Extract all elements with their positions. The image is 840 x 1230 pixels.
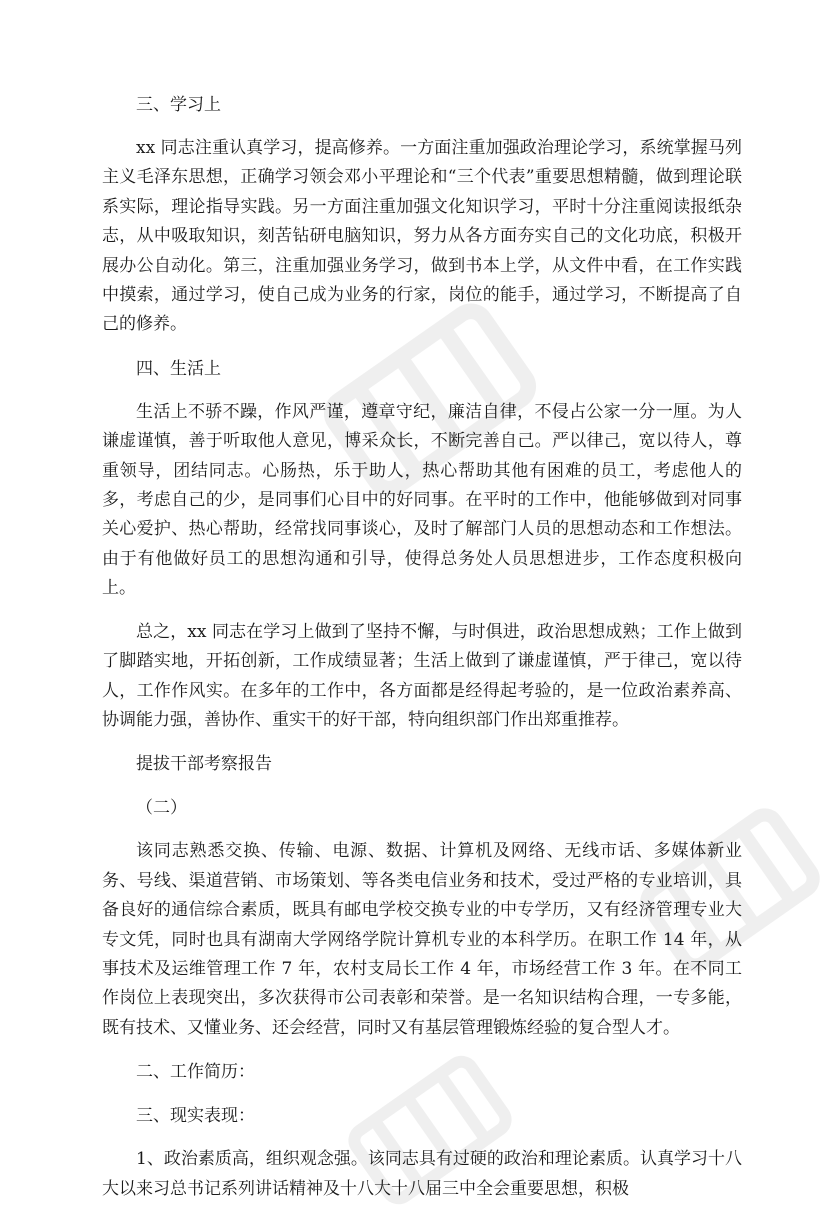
paragraph-study: xx 同志注重认真学习，提高修养。一方面注重加强政治理论学习，系统掌握马列主义毛泽东思想，正确学习领会邓小平理论和“三个代表”重要思想精髓，做到理论联系实际，理论指导实践。另一方面注重加强文化知识学习，平时十分注重阅读报纸杂志，从中吸取知识，刻苦钻研电脑知识，努力从各方面夯实自己的文化功底，积极开展办公自动化。第三，注重加强业务学习，做到书本上学，从文件中看，在工作实践中摸索，通过学习，使自己成为业务的行家，岗位的能手，通过学习，不断提高了自己的修养。 xyxy=(102,138,742,335)
document-body xyxy=(102,90,742,1218)
paragraph-life: 生活上不骄不躁，作风严谨，遵章守纪，廉洁自律，不侵占公家一分一厘。为人谦虚谨慎，善于听取他人意见，博采众长，不断完善自己。严以律己，宽以待人，尊重领导，团结同志。心肠热，乐于助人，热心帮助其他有困难的员工，考虑他人的多，考虑自己的少，是同事们心目中的好同事。在平时的工作中，他能够做到对同事关心爱护、热心帮助，经常找同事谈心，及时了解部门人员的思想动态和工作想法。由于有他做好员工的思想沟通和引导，使得总务处人员思想进步，工作态度积极向上。 xyxy=(102,401,742,599)
paragraph-profile: 该同志熟悉交换、传输、电源、数据、计算机及网络、无线市话、多媒体新业务、号线、渠道营销、市场策划、等各类电信业务和技术，受过严格的专业培训，具备良好的通信综合素质，既具有邮电学校交换专业的中专学历，又有经济管理专业大专文凭，同时也具有湖南大学网络学院计算机专业的本科学历。在职工作 14 年，从事技术及运维管理工作 7 年，农村支局长工作 4 年，市场经营工作 3 年。在不同工作岗位上表现突出，多次获得市公司表彰和荣誉。是一名知识结构合理，一专多能，既有技术、又懂业务、还会经营，同时又有基层管理锻炼经验的复合型人才。 xyxy=(102,841,742,1038)
paragraph-summary: 总之，xx 同志在学习上做到了坚持不懈，与时俱进，政治思想成熟；工作上做到了脚踏实地，开拓创新，工作成绩显著；生活上做到了谦虚谨慎，严于律己，宽以待人，工作作风实。在多年的工作中，各方面都是经得起考验的，是一位政治素养高、协调能力强，善协作、重实干的好干部，特向组织部门作出郑重推荐。 xyxy=(102,621,742,730)
work-history-heading: 二、工作简历： xyxy=(136,1062,255,1083)
report-title-heading: 提拔干部考察报告 xyxy=(136,754,272,775)
part-two-heading: （二） xyxy=(136,798,187,819)
performance-heading: 三、现实表现： xyxy=(136,1106,255,1127)
section-four-heading-life: 四、生活上 xyxy=(136,358,221,379)
paragraph-political-quality: 1、政治素质高，组织观念强。该同志具有过硬的政治和理论素质。认真学习十八大以来习总书记系列讲话精神及十八大十八届三中全会重要思想，积极 xyxy=(102,1149,742,1199)
section-three-heading-study: 三、学习上 xyxy=(136,95,221,115)
